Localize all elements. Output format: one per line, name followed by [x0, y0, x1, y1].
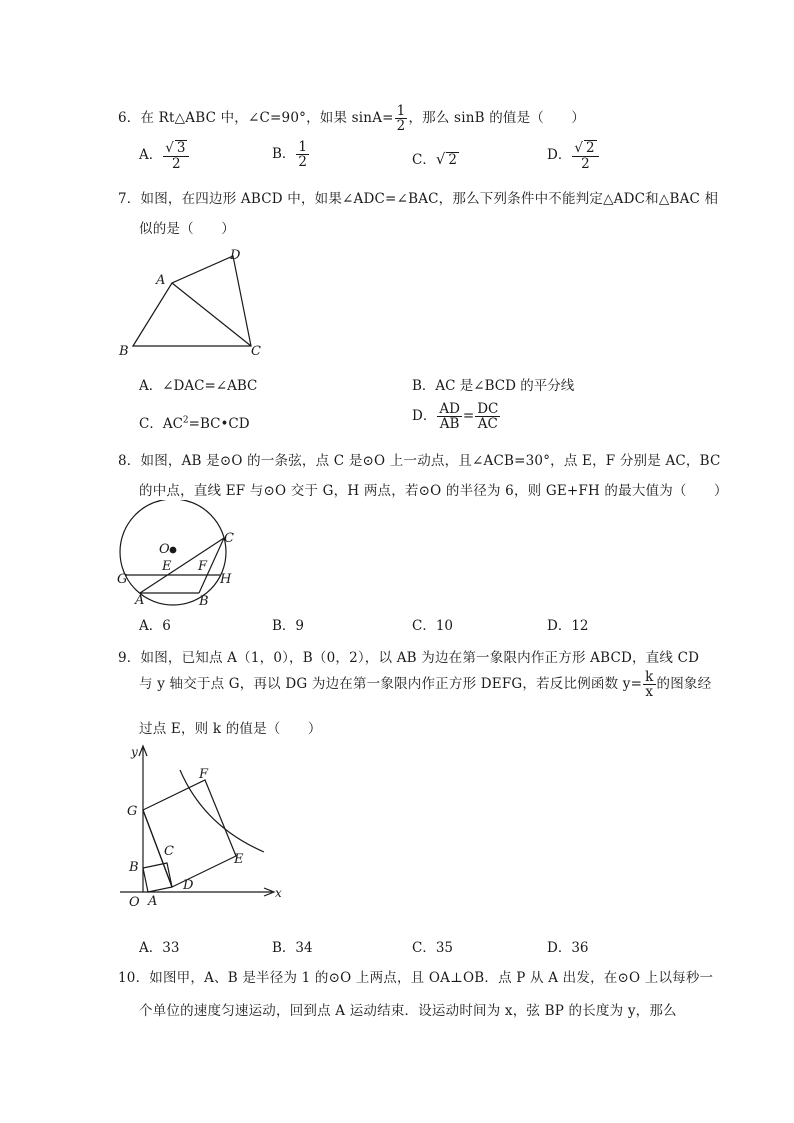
label-a: A [156, 273, 166, 288]
label-d: D [230, 248, 241, 263]
q8-stem-line1: 8．如图，AB 是⊙O 的一条弦，点 C 是⊙O 上一动点，且∠ACB=30°，点 E，F 分别是 AC，BC [118, 453, 721, 469]
label-a: A [135, 593, 145, 608]
q6-option-b[interactable]: B． $\frac{1}{2}$ [272, 139, 308, 171]
q10-stem-line1: 10．如图甲，A、B 是半径为 1 的⊙O 上两点，且 OA⊥OB．点 P 从 A 出发，在⊙O 上以每秒一 [118, 970, 714, 986]
label-c: C [224, 531, 234, 546]
q8-option-d[interactable]: D．12 [547, 618, 589, 634]
q6-fraction: $\frac{1}{2}$ [396, 103, 406, 135]
q6-option-d[interactable]: D． $\frac{√ 2}{2}$ [547, 140, 600, 171]
q6-option-a[interactable]: A． $\frac{√ 3}{2}$ [139, 140, 190, 171]
q8-option-b[interactable]: B．9 [272, 618, 305, 634]
q9-fraction: $\frac{k}{x}$ [645, 669, 654, 701]
q9-option-d[interactable]: D．36 [547, 940, 589, 956]
label-f: F [199, 767, 209, 782]
q9-option-b[interactable]: B．34 [272, 940, 313, 956]
q7-stem-line2: 似的是（ ） [139, 221, 235, 237]
q7-option-d[interactable]: D． $\frac{AD}{AB}$ = $\frac{DC}{AC}$ [412, 401, 499, 433]
q9-stem-line2: 与 y 轴交于点 G，再以 DG 为边在第一象限内作正方形 DEFG，若反比例函数 y= $\frac{k}{x}$ 的图象经 [139, 669, 712, 701]
q9-stem-line1: 9．如图，已知点 A（1，0），B（0，2），以 AB 为边在第一象限内作正方形 ABCD，直线 CD [118, 650, 700, 666]
q9-stem-line3: 过点 E，则 k 的值是（ ） [139, 721, 322, 737]
label-e: E [234, 852, 244, 867]
square-abcd [143, 863, 172, 892]
label-a: A [148, 894, 158, 909]
label-f: F [198, 559, 208, 574]
label-y: y [131, 745, 138, 759]
label-b: B [199, 594, 209, 609]
label-g: G [127, 804, 138, 819]
q9-option-a[interactable]: A．33 [139, 940, 180, 956]
label-d: D [183, 878, 194, 893]
label-b: B [119, 344, 129, 359]
q8-figure [110, 500, 245, 610]
label-o: O [159, 542, 170, 557]
label-b: B [129, 860, 139, 875]
diagonal-ac [172, 283, 251, 346]
q8-option-c[interactable]: C．10 [412, 618, 454, 634]
label-h: H [220, 572, 232, 587]
q8-option-a[interactable]: A．6 [139, 618, 171, 634]
square-defg [143, 780, 236, 887]
label-g: G [117, 572, 128, 587]
q6-stem-pre: 6．在 Rt△ABC 中，∠C=90°，如果 sinA= [118, 110, 394, 127]
q6-stem-post: ，那么 sinB 的值是（ ） [408, 110, 586, 127]
label-x: x [275, 886, 282, 900]
q7-option-a[interactable]: A．∠DAC=∠ABC [139, 378, 258, 394]
q6-stem [118, 104, 585, 133]
q9-figure [112, 742, 292, 912]
q9-option-c[interactable]: C．35 [412, 940, 454, 956]
label-c: C [251, 344, 261, 359]
hyperbola-curve [180, 770, 264, 852]
label-o: O [129, 895, 140, 910]
q10-stem-line2: 个单位的速度匀速运动，回到点 A 运动结束．设运动时间为 x，弦 BP 的长度为 y，那么 [139, 1003, 677, 1019]
label-e: E [162, 559, 172, 574]
q6-option-c[interactable]: C．√ 2 [412, 150, 457, 168]
center-point-o [170, 547, 176, 553]
q8-stem-line2: 的中点，直线 EF 与⊙O 交于 G，H 两点，若⊙O 的半径为 6，则 GE+FH 的最大值为（ ） [139, 483, 728, 499]
q7-stem-line1: 7．如图，在四边形 ABCD 中，如果∠ADC=∠BAC，那么下列条件中不能判定△ADC和△BAC 相 [118, 191, 719, 207]
q7-figure [110, 245, 280, 360]
q7-option-b[interactable]: B．AC 是∠BCD 的平分线 [412, 378, 575, 394]
q7-option-c[interactable]: C．$AC^2=BC•CD$ [139, 415, 250, 432]
label-c: C [164, 844, 174, 859]
